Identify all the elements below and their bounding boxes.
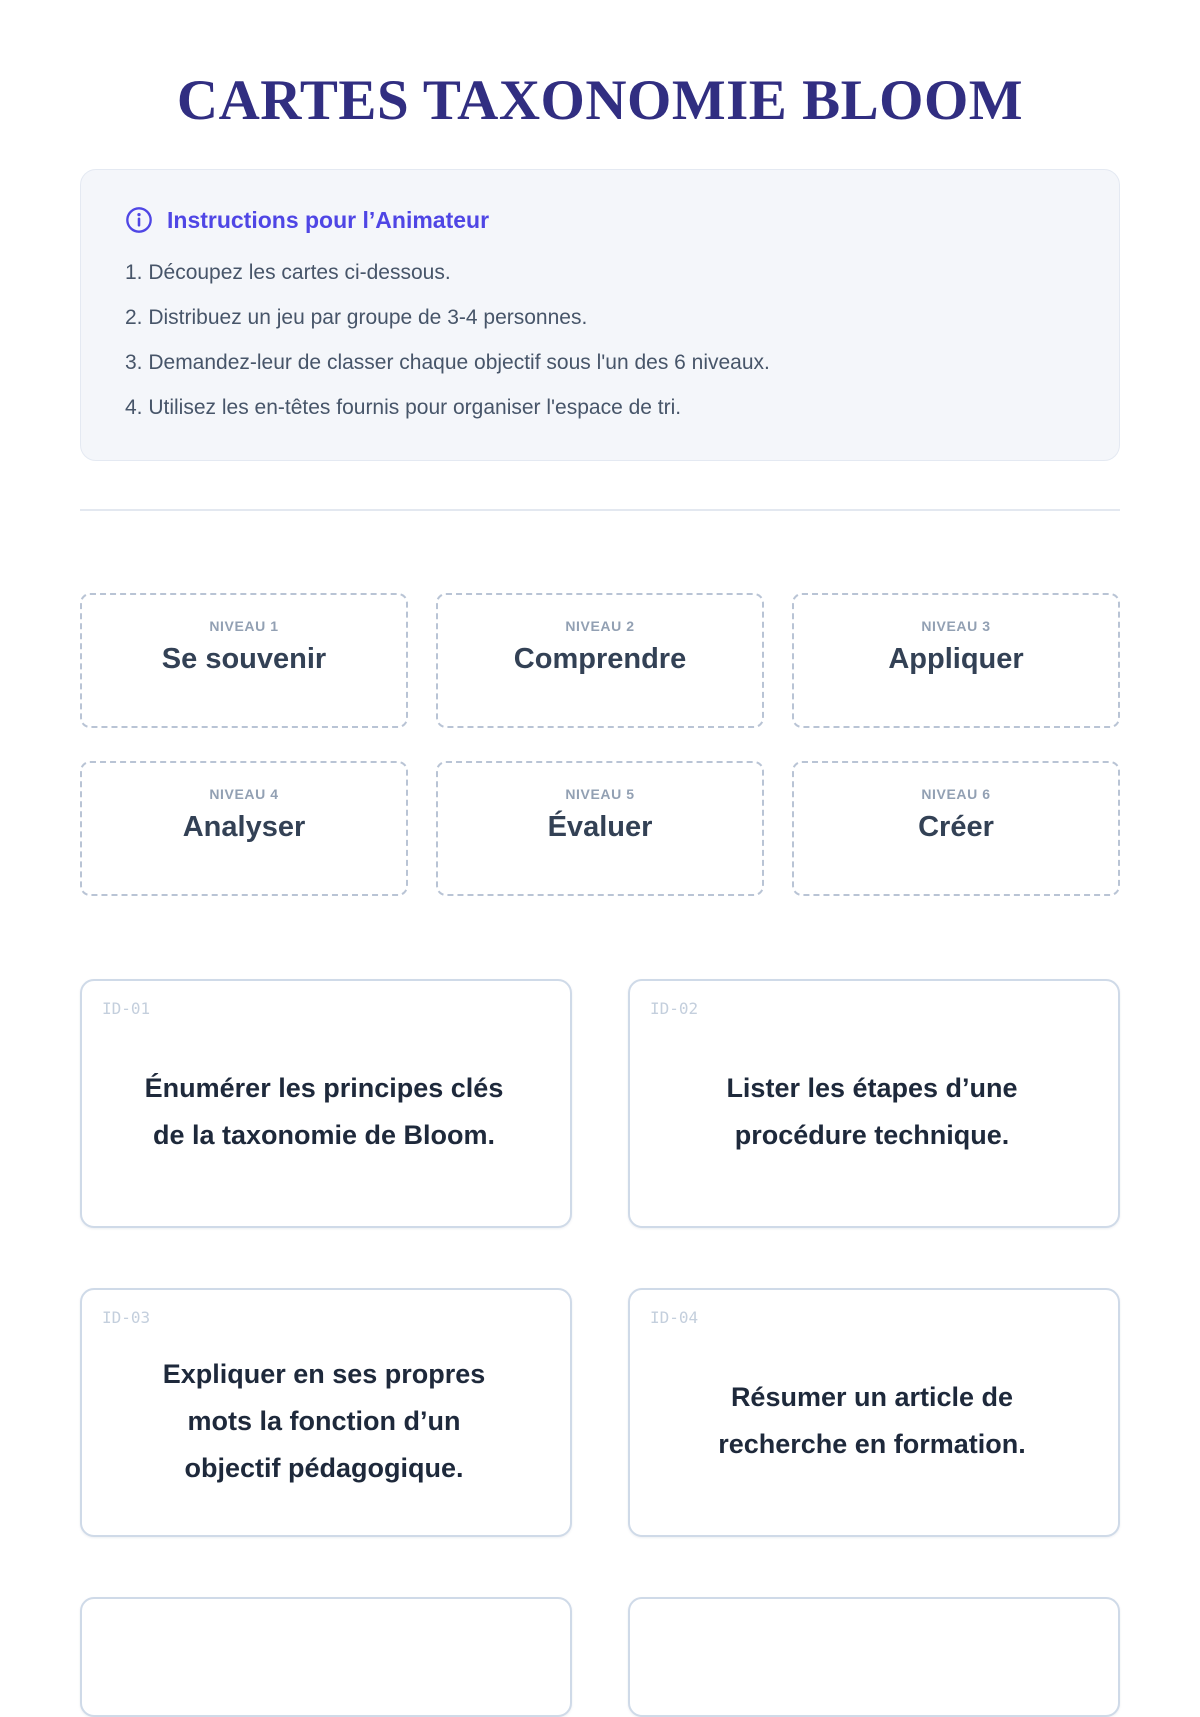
objective-card-id-02	[628, 979, 1120, 1228]
level-header-niveau-4	[80, 761, 408, 896]
page-title: CARTES TAXONOMIE BLOOM	[176, 69, 1024, 132]
objective-card-partial-left	[80, 1597, 572, 1717]
instructions-list	[125, 258, 1075, 422]
instructions-heading: Instructions pour l’Animateur	[167, 206, 490, 233]
card-text: Résumer un article de recherche en formation.	[718, 1382, 1026, 1460]
objective-card-id-04	[628, 1288, 1120, 1537]
instruction-step-1: 1. Découpez les cartes ci-dessous.	[125, 260, 451, 284]
level-name: Se souvenir	[161, 643, 327, 676]
level-name: Analyser	[182, 811, 306, 844]
level-label: NIVEAU 1	[209, 618, 279, 635]
level-header-niveau-1	[80, 593, 408, 728]
card-text: Expliquer en ses propres mots la fonction d’un objectif pédagogique.	[162, 1358, 486, 1483]
card-text: Lister les étapes d’une procédure technique.	[726, 1073, 1018, 1151]
instruction-step-4: 4. Utilisez les en-têtes fournis pour organiser l'espace de tri.	[125, 395, 682, 419]
objective-cards-grid	[80, 979, 1120, 1717]
level-label: NIVEAU 3	[921, 618, 991, 635]
card-body	[650, 1019, 1094, 1206]
level-label: NIVEAU 6	[921, 786, 991, 803]
level-name: Comprendre	[513, 643, 687, 676]
instructions-panel	[80, 169, 1120, 461]
card-body	[650, 1328, 1094, 1515]
level-label: NIVEAU 5	[565, 786, 635, 803]
level-header-niveau-6	[792, 761, 1120, 896]
level-headers-grid	[80, 593, 1120, 896]
card-id-label: ID-01	[102, 998, 151, 1018]
level-header-niveau-5	[436, 761, 764, 896]
objective-card-id-01	[80, 979, 572, 1228]
card-id-label: ID-03	[102, 1307, 151, 1327]
instruction-step-2: 2. Distribuez un jeu par groupe de 3-4 personnes.	[125, 305, 588, 329]
info-icon	[125, 206, 153, 234]
card-text: Énumérer les principes clés de la taxonomie de Bloom.	[144, 1073, 504, 1151]
card-id-label: ID-04	[650, 1307, 699, 1327]
level-name: Créer	[918, 811, 994, 844]
card-body	[102, 1019, 546, 1206]
card-body	[102, 1328, 546, 1515]
level-header-niveau-2	[436, 593, 764, 728]
level-label: NIVEAU 2	[565, 618, 635, 635]
document-page	[80, 70, 1120, 1717]
objective-card-partial-right	[628, 1597, 1120, 1717]
level-header-niveau-3	[792, 593, 1120, 728]
level-name: Évaluer	[547, 811, 653, 844]
card-id-label: ID-02	[650, 998, 699, 1018]
section-divider	[80, 509, 1120, 511]
level-name: Appliquer	[888, 643, 1024, 676]
objective-card-id-03	[80, 1288, 572, 1537]
instruction-step-3: 3. Demandez-leur de classer chaque objectif sous l'un des 6 niveaux.	[125, 350, 770, 374]
level-label: NIVEAU 4	[209, 786, 279, 803]
instructions-header	[125, 206, 1075, 234]
